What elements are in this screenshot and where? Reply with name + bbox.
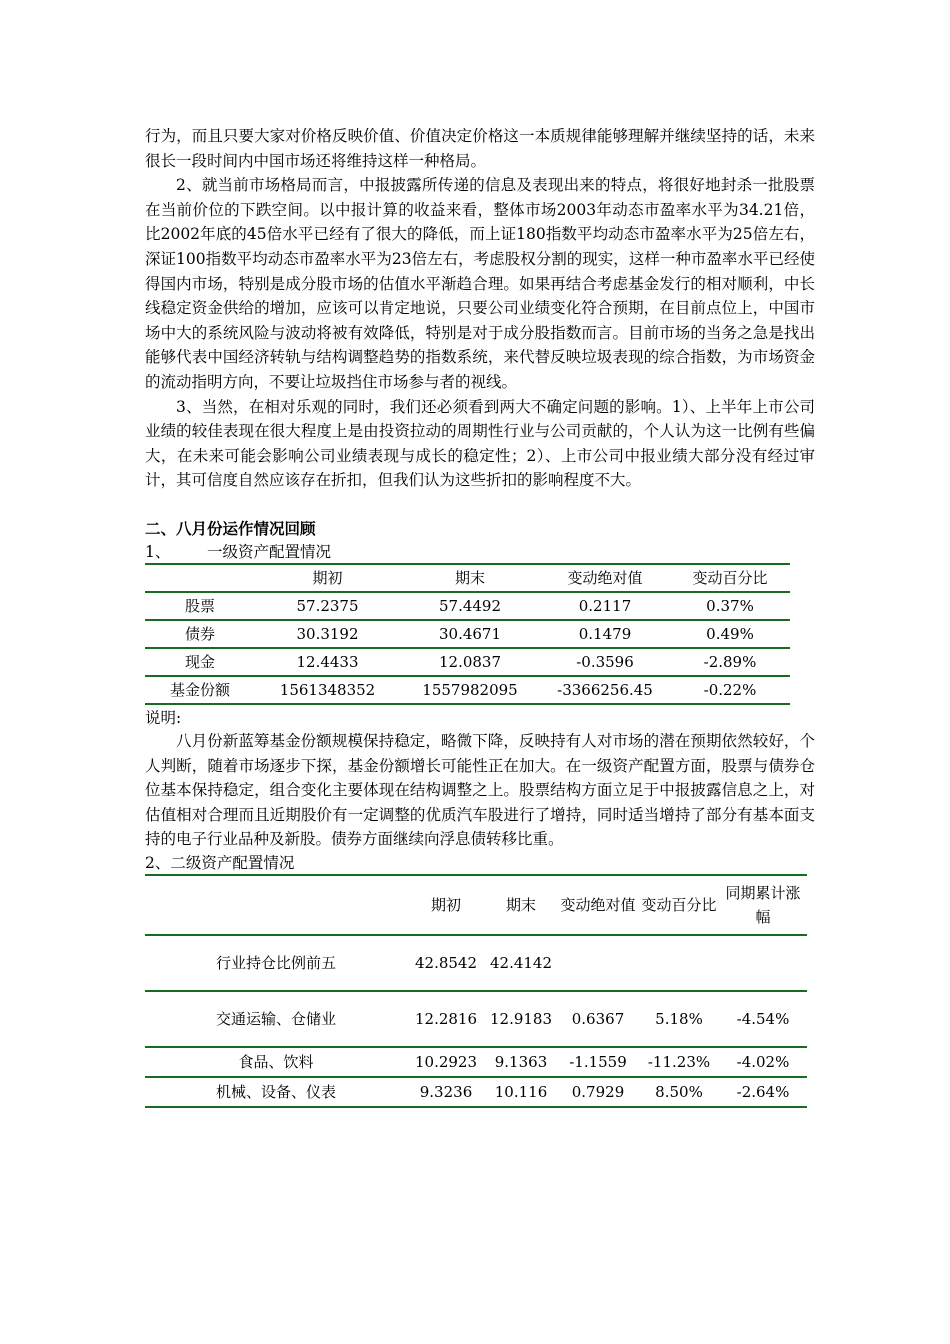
- table-cell: -4.02%: [736, 1052, 790, 1071]
- table-cell: 机械、设备、仪表: [215, 1082, 336, 1101]
- table-header-cell: 期末: [505, 895, 536, 914]
- table-cell: [557, 935, 639, 991]
- table-cell: -0.3596: [576, 652, 634, 671]
- table-cell: -11.23%: [647, 1052, 711, 1071]
- table-header-cell: 同期累计涨幅: [725, 883, 801, 926]
- section-title: 二、八月份运作情况回顾: [145, 518, 316, 538]
- asset-allocation-table: [145, 563, 790, 705]
- table-row: [145, 648, 790, 676]
- table-row: [145, 620, 790, 648]
- table-header-cell: 期初: [430, 895, 461, 914]
- table-cell: 交通运输、仓储业: [215, 1009, 336, 1028]
- table-cell: 0.49%: [706, 624, 754, 643]
- table-cell: 42.8542: [414, 953, 478, 972]
- table-cell: -0.22%: [703, 680, 757, 699]
- table-cell: 债券: [184, 625, 215, 644]
- table-header-cell: 期末: [454, 569, 485, 588]
- table-cell: -2.89%: [703, 652, 757, 671]
- table-cell: -1.1559: [569, 1052, 627, 1071]
- subheading-2: 2、二级资产配置情况: [145, 853, 295, 872]
- subheading-1-label: 一级资产配置情况: [207, 542, 332, 561]
- table-row: [145, 676, 790, 704]
- table-cell: 0.7929: [571, 1082, 625, 1101]
- table-row: [145, 1077, 807, 1107]
- table-cell: 12.2816: [414, 1009, 478, 1028]
- table-row: [145, 1047, 807, 1077]
- table-cell: 9.1363: [494, 1052, 548, 1071]
- table-cell: -3366256.45: [557, 680, 653, 699]
- table-cell: 57.2375: [296, 596, 359, 615]
- table-header-cell: 变动绝对值: [560, 895, 636, 914]
- subheading-1: [145, 541, 815, 563]
- table-cell: 行业持仓比例前五: [215, 953, 336, 972]
- table-cell: 42.4142: [489, 953, 553, 972]
- table-cell: 12.0837: [438, 652, 502, 671]
- document-page: [145, 124, 815, 1108]
- table-header-cell: 变动百分比: [692, 569, 768, 588]
- paragraph-point-2: 2、就当前市场格局而言，中报披露所传递的信息及表现出来的特点，将很好地封杀一批股票在当前价位的下跌空间。以中报计算的收益来看，整体市场2003年动态市盈率水平为34.21倍，比2002年底的45倍水平已经有了很大的降低，而上证180指数平均动态市盈率水平为25倍左右，深证100指数平均动态市盈率水平为23倍左右，考虑股权分割的现实，这样一种市盈率水平已经使得国内市场，特别是成分股市场的估值水平渐趋合理。如果再结合考虑基金发行的相对顺利，中长线稳定资金供给的增加，应该可以肯定地说，只要公司业绩变化符合预期，在目前点位上，中国市场中大的系统风险与波动将被有效降低，特别是对于成分股指数而言。目前市场的当务之急是找出能够代表中国经济转轨与结构调整趋势的指数系统，来代替反映垃圾表现的综合指数，为市场资金的流动指明方向，不要让垃圾挡住市场参与者的视线。: [145, 176, 815, 391]
- table-cell: 0.2117: [578, 596, 632, 615]
- spacer: [145, 493, 815, 517]
- subheading-1-number: 1、: [145, 542, 171, 561]
- table-cell: 1557982095: [422, 680, 518, 699]
- table-cell: 基金份额: [169, 681, 230, 700]
- paragraph-continued: 行为，而且只要大家对价格反映价值、价值决定价格这一本质规律能够理解并继续坚持的话，未来很长一段时间内中国市场还将维持这样一种格局。: [145, 127, 815, 170]
- table-row: [145, 592, 790, 620]
- table-cell: 0.37%: [706, 596, 754, 615]
- table-header-cell: 变动绝对值: [567, 569, 643, 588]
- table-cell: 30.4671: [438, 624, 502, 643]
- table-cell: 8.50%: [655, 1082, 703, 1101]
- table-cell: 股票: [184, 597, 215, 616]
- table-header-cell: 期初: [312, 569, 343, 588]
- table-row: [145, 935, 807, 991]
- table-cell: 0.6367: [571, 1009, 625, 1028]
- table-header-cell: 变动百分比: [641, 895, 717, 914]
- table-header-row: [145, 875, 807, 935]
- industry-allocation-table: [145, 874, 807, 1108]
- table-header-cell: [145, 875, 407, 935]
- table-cell: 10.116: [494, 1082, 548, 1101]
- table-cell: 57.4492: [438, 596, 502, 615]
- paragraph-point-3: 3、当然，在相对乐观的同时，我们还必须看到两大不确定问题的影响。1）、上半年上市公司业绩的较佳表现在很大程度上是由投资拉动的周期性行业与公司贡献的，个人认为这一比例有些偏大，在未来可能会影响公司业绩表现与成长的稳定性；2）、上市公司中报业绩大部分没有经过审计，其可信度自然应该存在折扣，但我们认为这些折扣的影响程度不大。: [145, 397, 815, 490]
- table-header-cell: [145, 564, 255, 592]
- table-cell: 现金: [184, 653, 215, 672]
- table-cell: 10.2923: [414, 1052, 478, 1071]
- table-cell: -4.54%: [736, 1009, 790, 1028]
- table-cell: 1561348352: [279, 680, 376, 699]
- table-cell: 9.3236: [419, 1082, 473, 1101]
- table-cell: 0.1479: [578, 624, 632, 643]
- table-cell: 12.9183: [489, 1009, 553, 1028]
- table-cell: [639, 935, 719, 991]
- table-cell: [719, 935, 807, 991]
- note-label: 说明:: [145, 708, 182, 727]
- table-row: [145, 991, 807, 1047]
- table-cell: 食品、饮料: [238, 1052, 314, 1071]
- table-cell: 5.18%: [655, 1009, 703, 1028]
- note-paragraph: 八月份新蓝筹基金份额规模保持稳定，略微下降，反映持有人对市场的潜在预期依然较好，个人判断，随着市场逐步下探，基金份额增长可能性正在加大。在一级资产配置方面，股票与债券仓位基本保持稳定，组合变化主要体现在结构调整之上。股票结构方面立足于中报披露信息之上，对估值相对合理而且近期股价有一定调整的优质汽车股进行了增持，同时适当增持了部分有基本面支持的电子行业品种及新股。债券方面继续向浮息债转移比重。: [145, 731, 815, 849]
- table-cell: 12.4433: [296, 652, 359, 671]
- table-cell: 30.3192: [296, 624, 359, 643]
- table-header-row: [145, 564, 790, 592]
- table-cell: -2.64%: [736, 1082, 790, 1101]
